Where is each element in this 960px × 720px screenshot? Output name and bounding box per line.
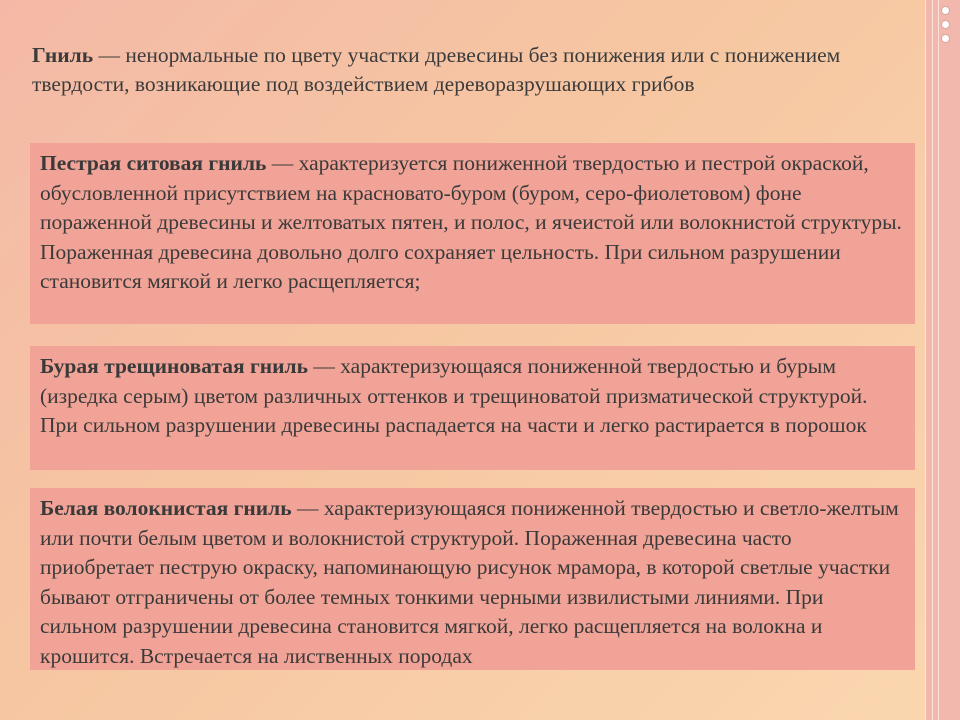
dot-icon xyxy=(941,6,950,15)
definition-term: Бурая трещиноватая гниль xyxy=(40,354,308,378)
definition-term: Белая волокнистая гниль xyxy=(40,496,292,520)
dot-icon xyxy=(941,34,950,43)
decorative-dots xyxy=(941,6,950,43)
definition-text: — характеризуется пониженной твердостью и пестрой окраской, обусловленной присутствием на красновато-буром (буром, серо-фиолетовом) фоне пораженной древесины и желтоватых пятен, и полос, и ячеистой или волокнистой структуры. Пораженная древесина довольно долго сохраняет цельность. При сильном разрушении становится мягкой и легко расщепляется; xyxy=(40,151,902,293)
stripe-line xyxy=(938,0,939,720)
stripe-line xyxy=(932,0,933,720)
intro-text: — ненормальные по цвету участки древесины без понижения или с понижением твердости, возникающие под воздействием дереворазрушающих грибов xyxy=(32,43,841,96)
decorative-right-stripe xyxy=(925,0,960,720)
definition-text: — характеризующаяся пониженной твердостью и светло-желтым или почти белым цветом и волокнистой структурой. Пораженная древесина часто приобретает пеструю окраску, напоминающую рисунок мрамора, в которой светлые участки бывают отграничены от более темных тонкими черными извилистыми линиями. При сильном разрушении древесина становится мягкой, легко расщепляется на волокна и крошится. Встречается на лиственных породах xyxy=(40,496,899,668)
definition-box-buraya xyxy=(30,346,915,470)
definition-box-pestraya xyxy=(30,143,915,324)
intro-term: Гниль xyxy=(32,43,94,67)
definition-term: Пестрая ситовая гниль xyxy=(40,151,267,175)
definition-text: — характеризующаяся пониженной твердостью и бурым (изредка серым) цветом различных оттенков и трещиноватой призматической структурой. При сильном разрушении древесины распадается на части и легко растирается в порошок xyxy=(40,354,868,437)
definition-box-belaya xyxy=(30,488,915,670)
dot-icon xyxy=(941,20,950,29)
intro-paragraph xyxy=(32,41,902,99)
